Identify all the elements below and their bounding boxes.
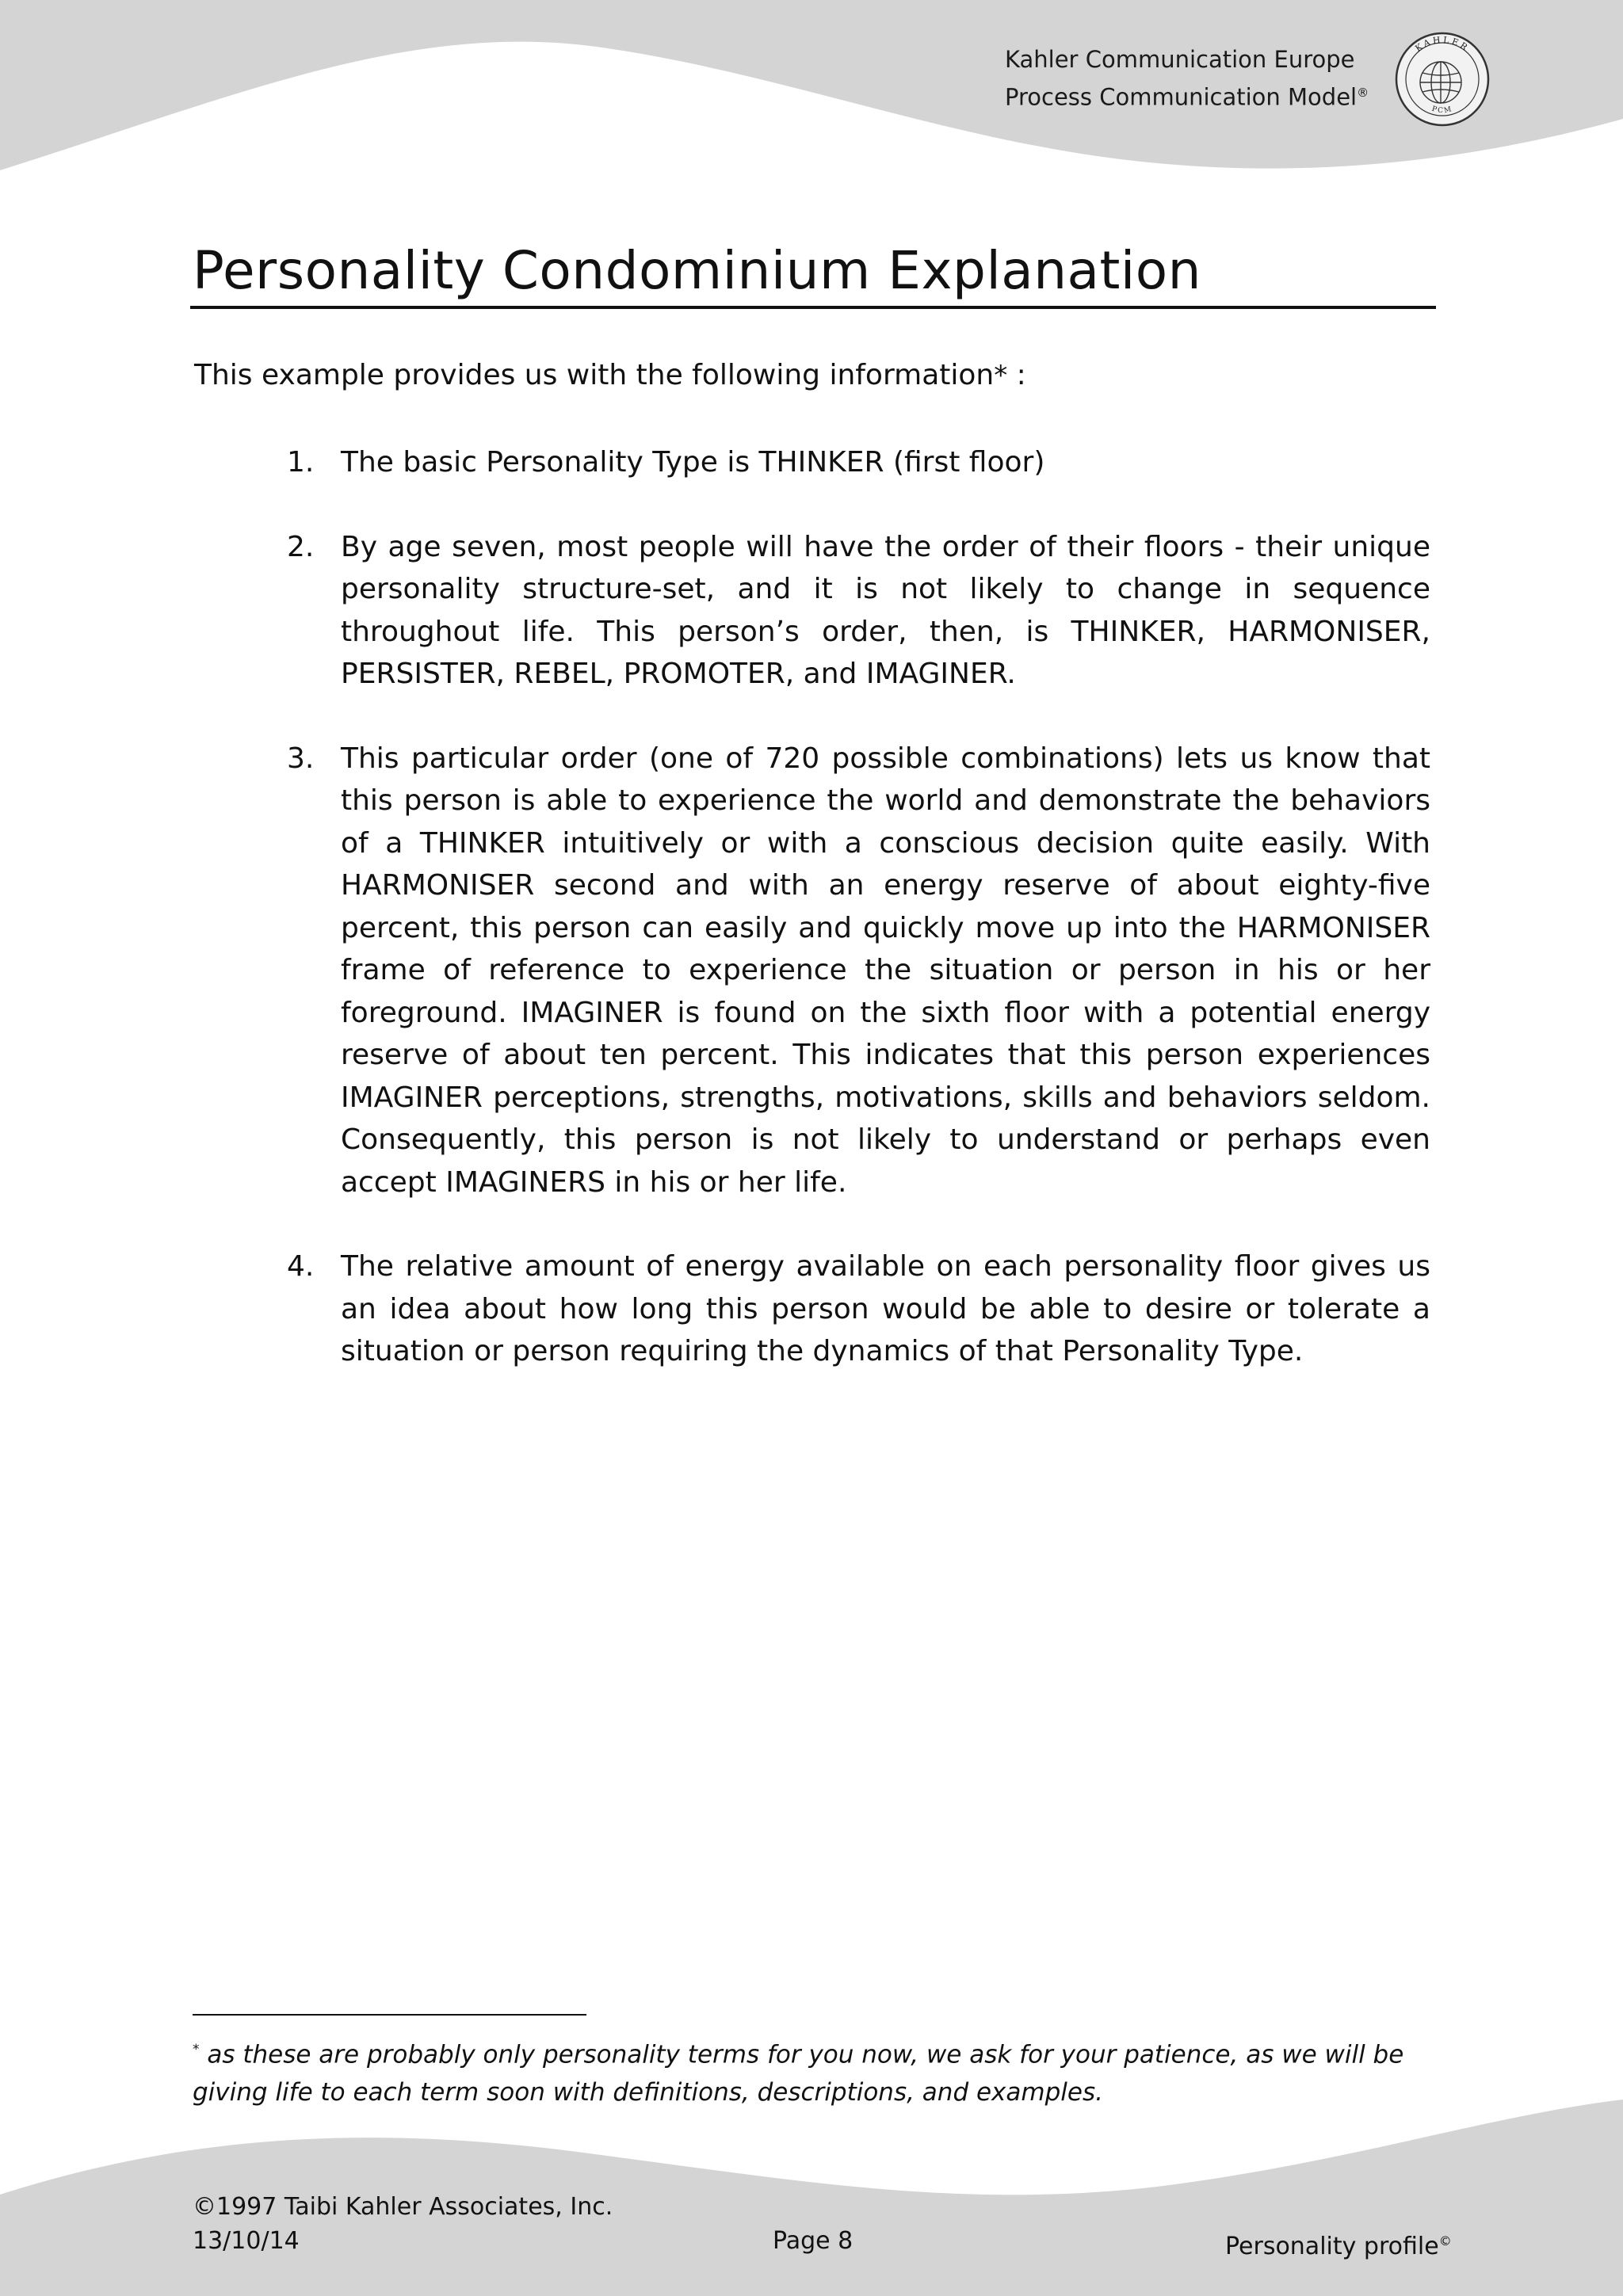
footnote-separator	[193, 2014, 586, 2016]
list-item-text: This particular order (one of 720 possible combinations) lets us know that this person is able to experience the world and demonstrate the behaviors of a THINKER intuitively or with a conscious decision quite easily. With HARMONISER second and with an energy reserve of about eighty-five percent, this person can easily and quickly move up into the HARMONISER frame of reference to experience the situation or person in his or her foreground. IMAGINER is found on the sixth floor with a potential energy reserve of about ten percent. This indicates that this person experiences IMAGINER perceptions, strengths, motivations, skills and behaviors seldom. Consequently, this person is not likely to understand or perhaps even accept IMAGINERS in his or her life.	[341, 742, 1430, 1199]
kahler-pcm-globe-logo	[1393, 30, 1491, 128]
list-item-number: 1.	[287, 446, 315, 479]
svg-text:KAHLER: KAHLER	[1413, 34, 1472, 54]
list-item	[287, 738, 1430, 1204]
model-name: Process Communication Model®	[1005, 83, 1369, 111]
footnote-mark: *	[193, 2042, 200, 2058]
list-item-number: 3.	[287, 742, 315, 775]
registered-mark: ®	[1357, 86, 1369, 100]
header-wave-background	[0, 0, 1623, 182]
list-item	[287, 441, 1430, 484]
list-item-text: The basic Personality Type is THINKER (first floor)	[341, 446, 1045, 479]
copyright-mark: ©	[1438, 2233, 1452, 2248]
company-name: Kahler Communication Europe	[1005, 46, 1355, 73]
footer-left	[193, 2190, 613, 2258]
list-item-number: 4.	[287, 1250, 315, 1283]
explanation-list	[287, 441, 1430, 1415]
list-item	[287, 1245, 1430, 1373]
page-number: Page 8	[773, 2227, 854, 2255]
list-item	[287, 526, 1430, 696]
list-item-text: By age seven, most people will have the order of their floors - their unique personality structure-set, and it is not likely to change in sequence throughout life. This person’s order, then, is THINKER, HARMONISER, PERSISTER, REBEL, PROMOTER, and IMAGINER.	[341, 530, 1430, 690]
list-item-text: The relative amount of energy available on each personality floor gives us an idea about how long this person would be able to desire or tolerate a situation or person requiring the dynamics of that Personality Type.	[341, 1250, 1430, 1367]
intro-paragraph: This example provides us with the following information* :	[194, 359, 1026, 391]
footnote-reference: *	[994, 360, 1008, 391]
footnote-text: as these are probably only personality terms for you now, we ask for your patience, as we will be giving life to each term soon with definitions, descriptions, and examples.	[193, 2040, 1404, 2107]
copyright: ©1997 Taibi Kahler Associates, Inc.	[193, 2193, 613, 2221]
svg-text:PCM: PCM	[1430, 105, 1454, 116]
title-underline	[190, 306, 1436, 309]
list-item-number: 2.	[287, 530, 315, 563]
document-date: 13/10/14	[193, 2227, 300, 2255]
header-brand	[1005, 43, 1369, 114]
document-name: Personality profile©	[1225, 2233, 1452, 2260]
page-title: Personality Condominium Explanation	[193, 240, 1201, 301]
